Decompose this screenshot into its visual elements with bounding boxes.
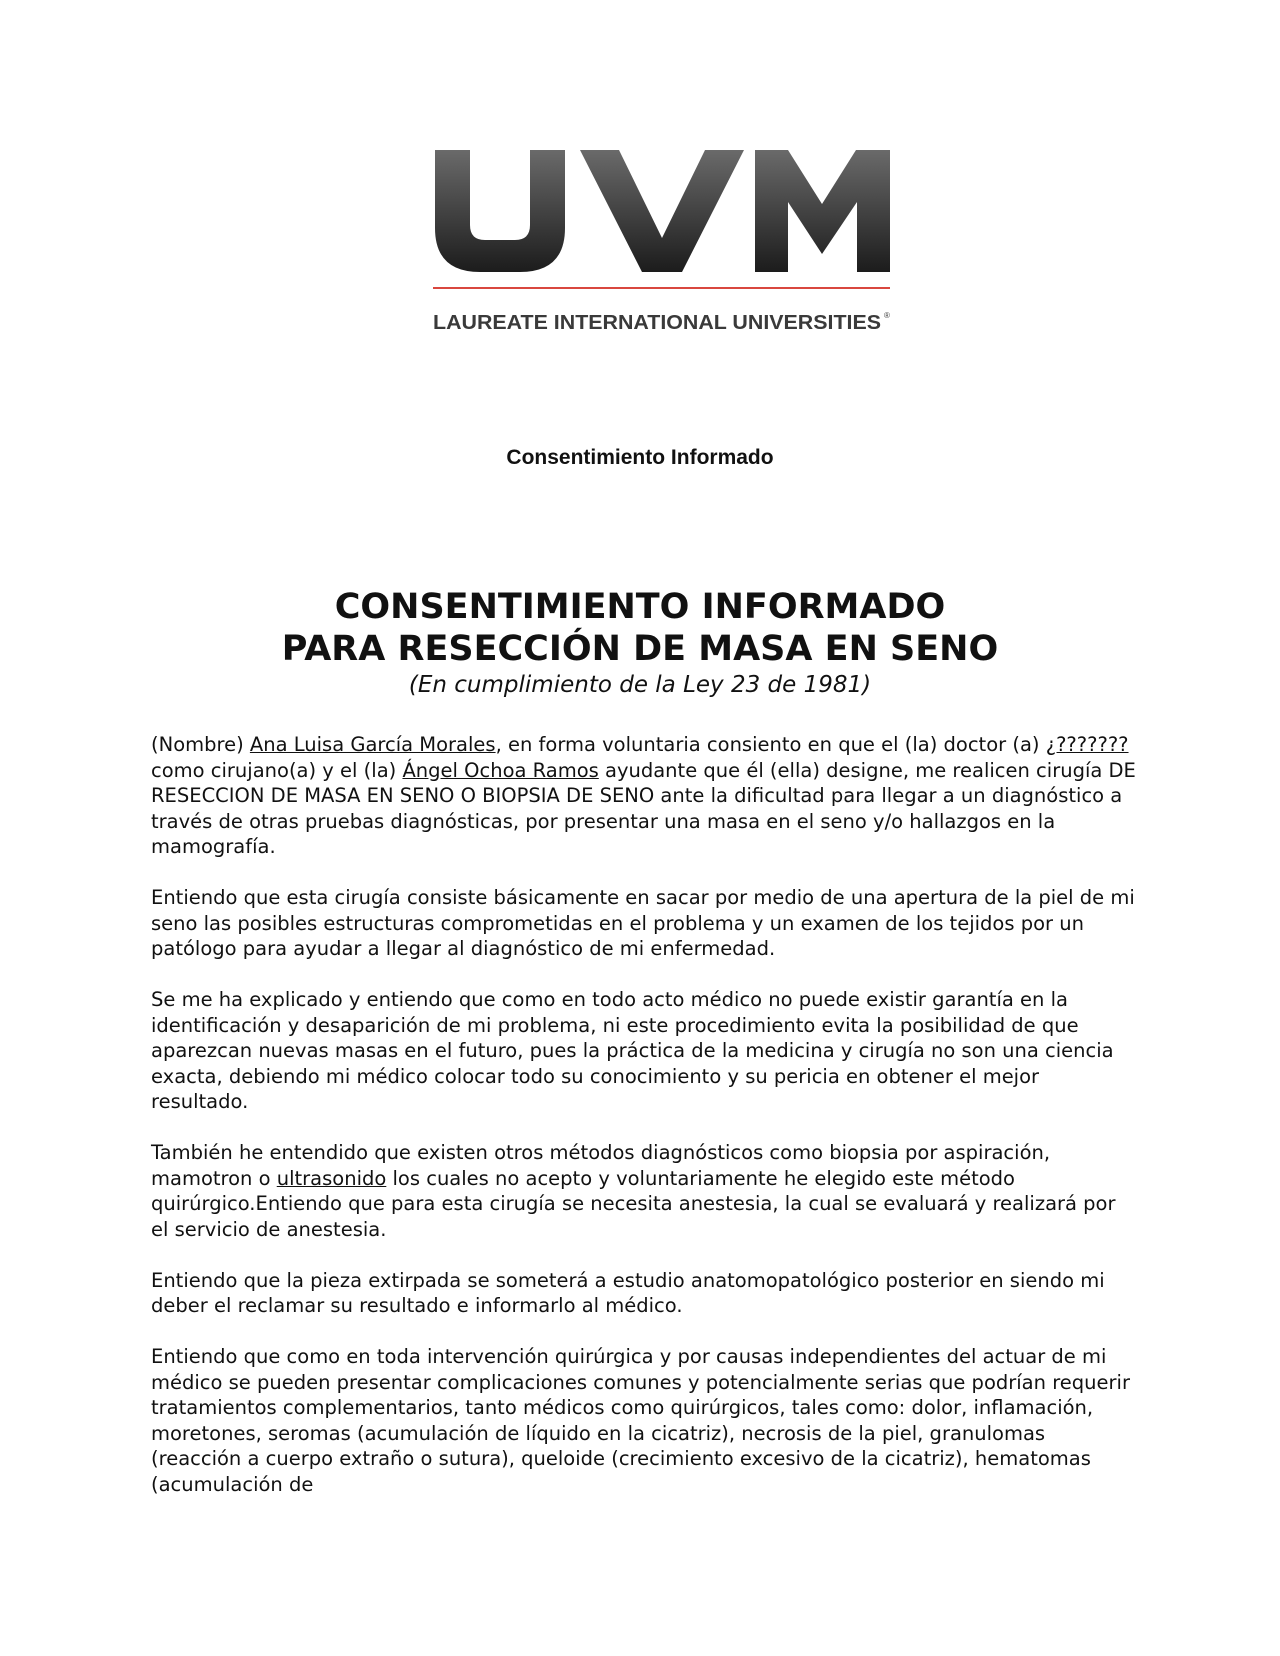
document-title-line-1: CONSENTIMIENTO INFORMADO — [334, 587, 946, 627]
paragraph-pathology: Entiendo que la pieza extirpada se someterá a estudio anatomopatológico posterior en siendo mi deber el reclamar su resultado e informarlo al médico. — [151, 1268, 1105, 1317]
paragraph-text: (Nombre) — [151, 733, 250, 756]
paragraph-consent — [151, 732, 1136, 860]
paragraph-text: También he entendido que existen otros métodos diagnósticos como biopsia por aspiración, mamotron o — [151, 1141, 1051, 1190]
logo-divider — [433, 287, 890, 289]
document-body — [151, 732, 1136, 1523]
header-title: Consentimiento Informado — [506, 446, 774, 469]
uvm-letter-u — [435, 150, 565, 272]
uvm-logo — [430, 140, 900, 340]
paragraph-guarantee: Se me ha explicado y entiendo que como en todo acto médico no puede existir garantía en la identificación y desaparición de mi problema, ni este procedimiento evita la posibilidad de que aparezcan nuevas masas en el futuro, pues la práctica de la medicina y cirugía no son una ciencia exacta, debiendo mi médico colocar todo su conocimiento y su pericia en obtener el mejor resultado. — [151, 988, 1114, 1113]
uvm-logo-graphic — [430, 140, 900, 340]
paragraph-alternatives — [151, 1140, 1136, 1242]
ultrasound-link[interactable]: ultrasonido — [276, 1166, 387, 1190]
paragraph-text: , en forma voluntaria consiento en que el (la) doctor (a) — [495, 733, 1046, 756]
paragraph-text: como cirujano(a) y el (la) — [151, 758, 403, 782]
document-title-line-2: PARA RESECCIÓN DE MASA EN SENO — [281, 629, 999, 669]
document-title — [0, 586, 1280, 670]
paragraph-text: ayudante que él (ella) designe, me realicen cirugía DE RESECCION DE MASA EN SENO O BIOPSIA DE SENO ante la dificultad para llegar a un diagnóstico a través de otras pruebas diagnósticas, por presentar una masa en el seno y/o hallazgos en la mamografía. — [151, 758, 1136, 858]
assistant-name: Ángel Ochoa Ramos — [402, 758, 599, 782]
document-subtitle: (En cumplimiento de la Ley 23 de 1981) — [408, 672, 872, 698]
paragraph-complications: Entiendo que como en toda intervención quirúrgica y por causas independientes del actuar de mi médico se pueden presentar complicaciones comunes y potencialmente serias que podrían requerir tratamientos complementarios, tanto médicos como quirúrgicos, tales como: dolor, inflamación, moretones, seromas (acumulación de líquido en la cicatriz), necrosis de la piel, granulomas (reacción a cuerpo extraño o sutura), queloide (crecimiento excesivo de la cicatriz), hematomas (acumulación de — [151, 1345, 1130, 1496]
paragraph-procedure: Entiendo que esta cirugía consiste básicamente en sacar por medio de una apertura de la piel de mi seno las posibles estructuras comprometidas en el problema y un examen de los tejidos por un patólogo para ayudar a llegar al diagnóstico de mi enfermedad. — [151, 886, 1135, 960]
surgeon-name: ¿??????? — [1045, 733, 1129, 756]
registered-mark: ® — [884, 311, 890, 320]
uvm-letter-m — [755, 150, 890, 272]
paragraph-text: los cuales no acepto y voluntariamente he elegido este método quirúrgico.Entiendo que para esta cirugía se necesita anestesia, la cual se evaluará y realizará por el servicio de anestesia. — [151, 1166, 1116, 1241]
logo-tagline: LAUREATE INTERNATIONAL UNIVERSITIES — [433, 311, 881, 334]
uvm-letter-v — [580, 150, 744, 272]
patient-name: Ana Luisa García Morales — [249, 733, 496, 756]
